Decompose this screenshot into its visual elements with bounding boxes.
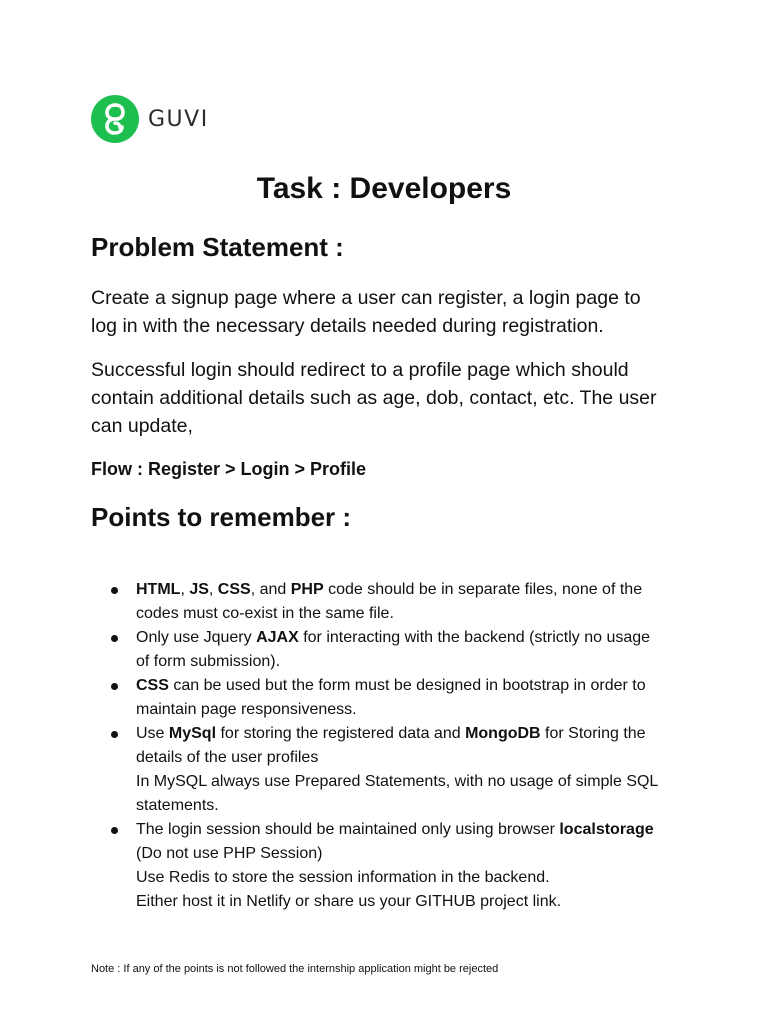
text-line: maintain page responsiveness. [136,701,357,718]
page-title: Task : Developers [256,172,512,205]
text-run: code should be in separate files, none of the [323,581,643,598]
bold-text: PHP [290,581,324,598]
text-line: Either host it in Netlify or share us your GITHUB project link. [136,893,562,910]
bold-text: MongoDB [465,725,541,742]
text-line [136,722,736,746]
list-item [136,626,736,674]
bold-text: HTML [136,581,181,598]
text-line: details of the user profiles [136,749,319,766]
text-line: contain additional details such as age, dob, contact, etc. The user [91,387,657,409]
text-line: log in with the necessary details needed during registration. [91,315,604,337]
problem-paragraph-1 [91,284,691,340]
text-line: Use Redis to store the session information in the backend. [136,869,550,886]
text-line [136,818,736,842]
text-line: Successful login should redirect to a profile page which should [91,359,629,381]
list-item [136,722,736,818]
text-line: In MySQL always use Prepared Statements, with no usage of simple SQL [136,773,659,790]
bold-text: CSS [217,581,251,598]
text-run: for Storing the [540,725,646,742]
text-line: statements. [136,797,219,814]
text-line: of form submission). [136,653,281,670]
text-run: for storing the registered data and [216,725,466,742]
bold-text: JS [189,581,209,598]
text-line [136,578,736,602]
text-line: Create a signup page where a user can register, a login page to [91,287,641,309]
points-heading: Points to remember : [91,502,352,532]
text-run: , [180,581,190,598]
text-run: , and [250,581,291,598]
logo-text: GUVI [148,106,209,132]
bold-text: MySql [168,725,217,742]
bold-text: AJAX [256,629,299,646]
guvi-logo [90,92,209,146]
list-item [136,818,736,914]
bold-text: localstorage [559,821,654,838]
flow-line: Flow : Register > Login > Profile [91,459,367,479]
text-line [136,674,736,698]
points-list [91,578,736,914]
text-line: can update, [91,415,193,437]
text-run: Only use Jquery [136,629,257,646]
text-run: for interacting with the backend (strictly no usage [298,629,651,646]
problem-statement-heading: Problem Statement : [91,232,344,262]
text-run: , [208,581,218,598]
text-line: (Do not use PHP Session) [136,845,323,862]
text-run: The login session should be maintained only using browser [136,821,560,838]
footer-note: Note : If any of the points is not followed the internship application might be rejected [91,963,499,975]
bold-text: CSS [136,677,169,694]
text-line [136,626,736,650]
text-run: Use [136,725,169,742]
guvi-logo-icon [90,94,140,144]
text-line: codes must co-exist in the same file. [136,605,394,622]
problem-paragraph-2 [91,356,691,440]
text-run: can be used but the form must be designed in bootstrap in order to [168,677,646,694]
list-item [136,674,736,722]
list-item [136,578,736,626]
